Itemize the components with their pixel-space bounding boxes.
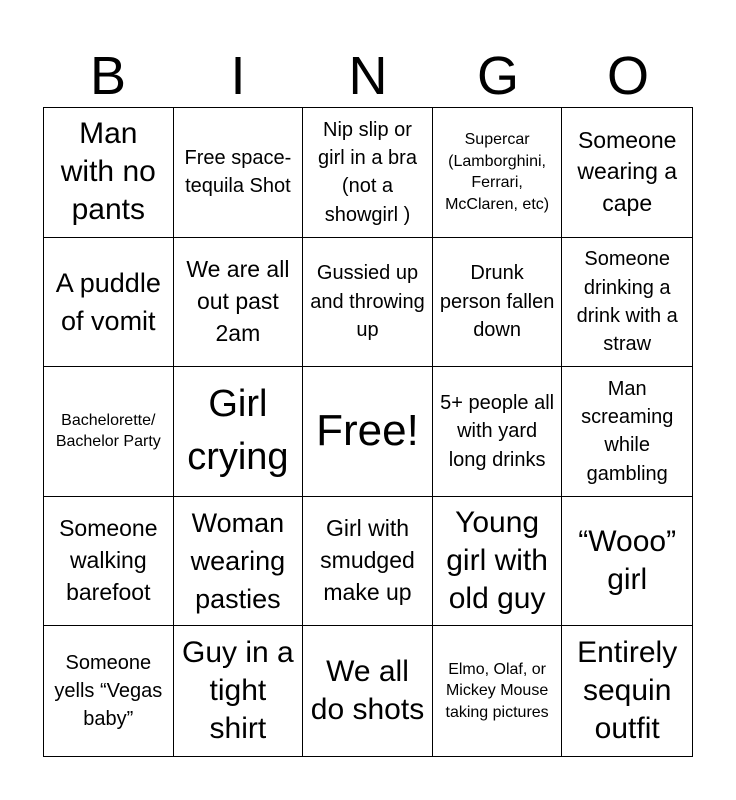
cell-text: Girl crying xyxy=(187,383,289,479)
cell-text: Man screaming while gambling xyxy=(581,377,674,485)
bingo-cell-free[interactable] xyxy=(303,367,433,497)
bingo-cell-r3-c5[interactable] xyxy=(562,367,692,497)
bingo-cell-r4-c5[interactable] xyxy=(562,497,692,627)
bingo-cell-r1-c3[interactable] xyxy=(303,108,433,238)
bingo-board xyxy=(43,107,693,757)
bingo-cell-r1-c4[interactable] xyxy=(433,108,563,238)
bingo-cell-r2-c5[interactable] xyxy=(562,238,692,368)
bingo-cell-r5-c3[interactable] xyxy=(303,626,433,756)
cell-text: Bachelorette/ Bachelor Party xyxy=(55,411,161,451)
cell-text: Supercar (Lamborghini, Ferrari, McClaren, etc) xyxy=(445,131,550,213)
bingo-cell-r4-c3[interactable] xyxy=(303,497,433,627)
cell-text: Gussied up and throwing up xyxy=(310,262,425,342)
bingo-cell-r1-c1[interactable] xyxy=(44,108,174,238)
cell-text: Someone yells “Vegas baby” xyxy=(54,651,163,731)
cell-text: Someone drinking a drink with a straw xyxy=(576,248,678,356)
bingo-header xyxy=(43,45,693,107)
header-letter-g: G xyxy=(476,46,519,106)
bingo-cell-r5-c2[interactable] xyxy=(174,626,304,756)
bingo-cell-r5-c4[interactable] xyxy=(433,626,563,756)
cell-text: “Wooo” girl xyxy=(578,524,677,597)
cell-text: Man with no pants xyxy=(60,116,156,227)
bingo-cell-r2-c1[interactable] xyxy=(44,238,174,368)
bingo-cell-r3-c4[interactable] xyxy=(433,367,563,497)
cell-text: 5+ people all with yard long drinks xyxy=(440,391,555,471)
header-letter-o: O xyxy=(606,46,649,106)
cell-text: Entirely sequin outfit xyxy=(577,635,678,746)
cell-text: Drunk person fallen down xyxy=(439,262,555,342)
bingo-cell-r5-c5[interactable] xyxy=(562,626,692,756)
cell-text: We are all out past 2am xyxy=(186,256,290,346)
bingo-cell-r4-c2[interactable] xyxy=(174,497,304,627)
bingo-cell-r2-c4[interactable] xyxy=(433,238,563,368)
cell-text: Woman wearing pasties xyxy=(190,507,286,615)
bingo-cell-r3-c1[interactable] xyxy=(44,367,174,497)
cell-text: Someone wearing a cape xyxy=(577,126,678,217)
bingo-cell-r4-c4[interactable] xyxy=(433,497,563,627)
header-letter-b: B xyxy=(89,46,127,106)
cell-text: Girl with smudged make up xyxy=(320,515,415,605)
header-letter-n: N xyxy=(348,46,388,106)
bingo-cell-r5-c1[interactable] xyxy=(44,626,174,756)
cell-text: Guy in a tight shirt xyxy=(182,635,294,746)
cell-text: Elmo, Olaf, or Mickey Mouse taking pictures xyxy=(445,660,549,721)
cell-text: We all do shots xyxy=(310,654,425,727)
bingo-cell-r4-c1[interactable] xyxy=(44,497,174,627)
cell-text: Someone walking barefoot xyxy=(59,515,158,605)
bingo-cell-r1-c2[interactable] xyxy=(174,108,304,238)
bingo-cell-r2-c3[interactable] xyxy=(303,238,433,368)
cell-text: A puddle of vomit xyxy=(55,267,161,336)
free-space-text: Free! xyxy=(316,406,419,456)
bingo-cell-r1-c5[interactable] xyxy=(562,108,692,238)
cell-text: Free space- tequila Shot xyxy=(184,146,292,198)
header-letter-i: I xyxy=(230,46,246,106)
bingo-cell-r2-c2[interactable] xyxy=(174,238,304,368)
cell-text: Young girl with old guy xyxy=(446,505,548,616)
cell-text: Nip slip or girl in a bra (not a showgirl ) xyxy=(318,118,417,226)
bingo-cell-r3-c2[interactable] xyxy=(174,367,304,497)
